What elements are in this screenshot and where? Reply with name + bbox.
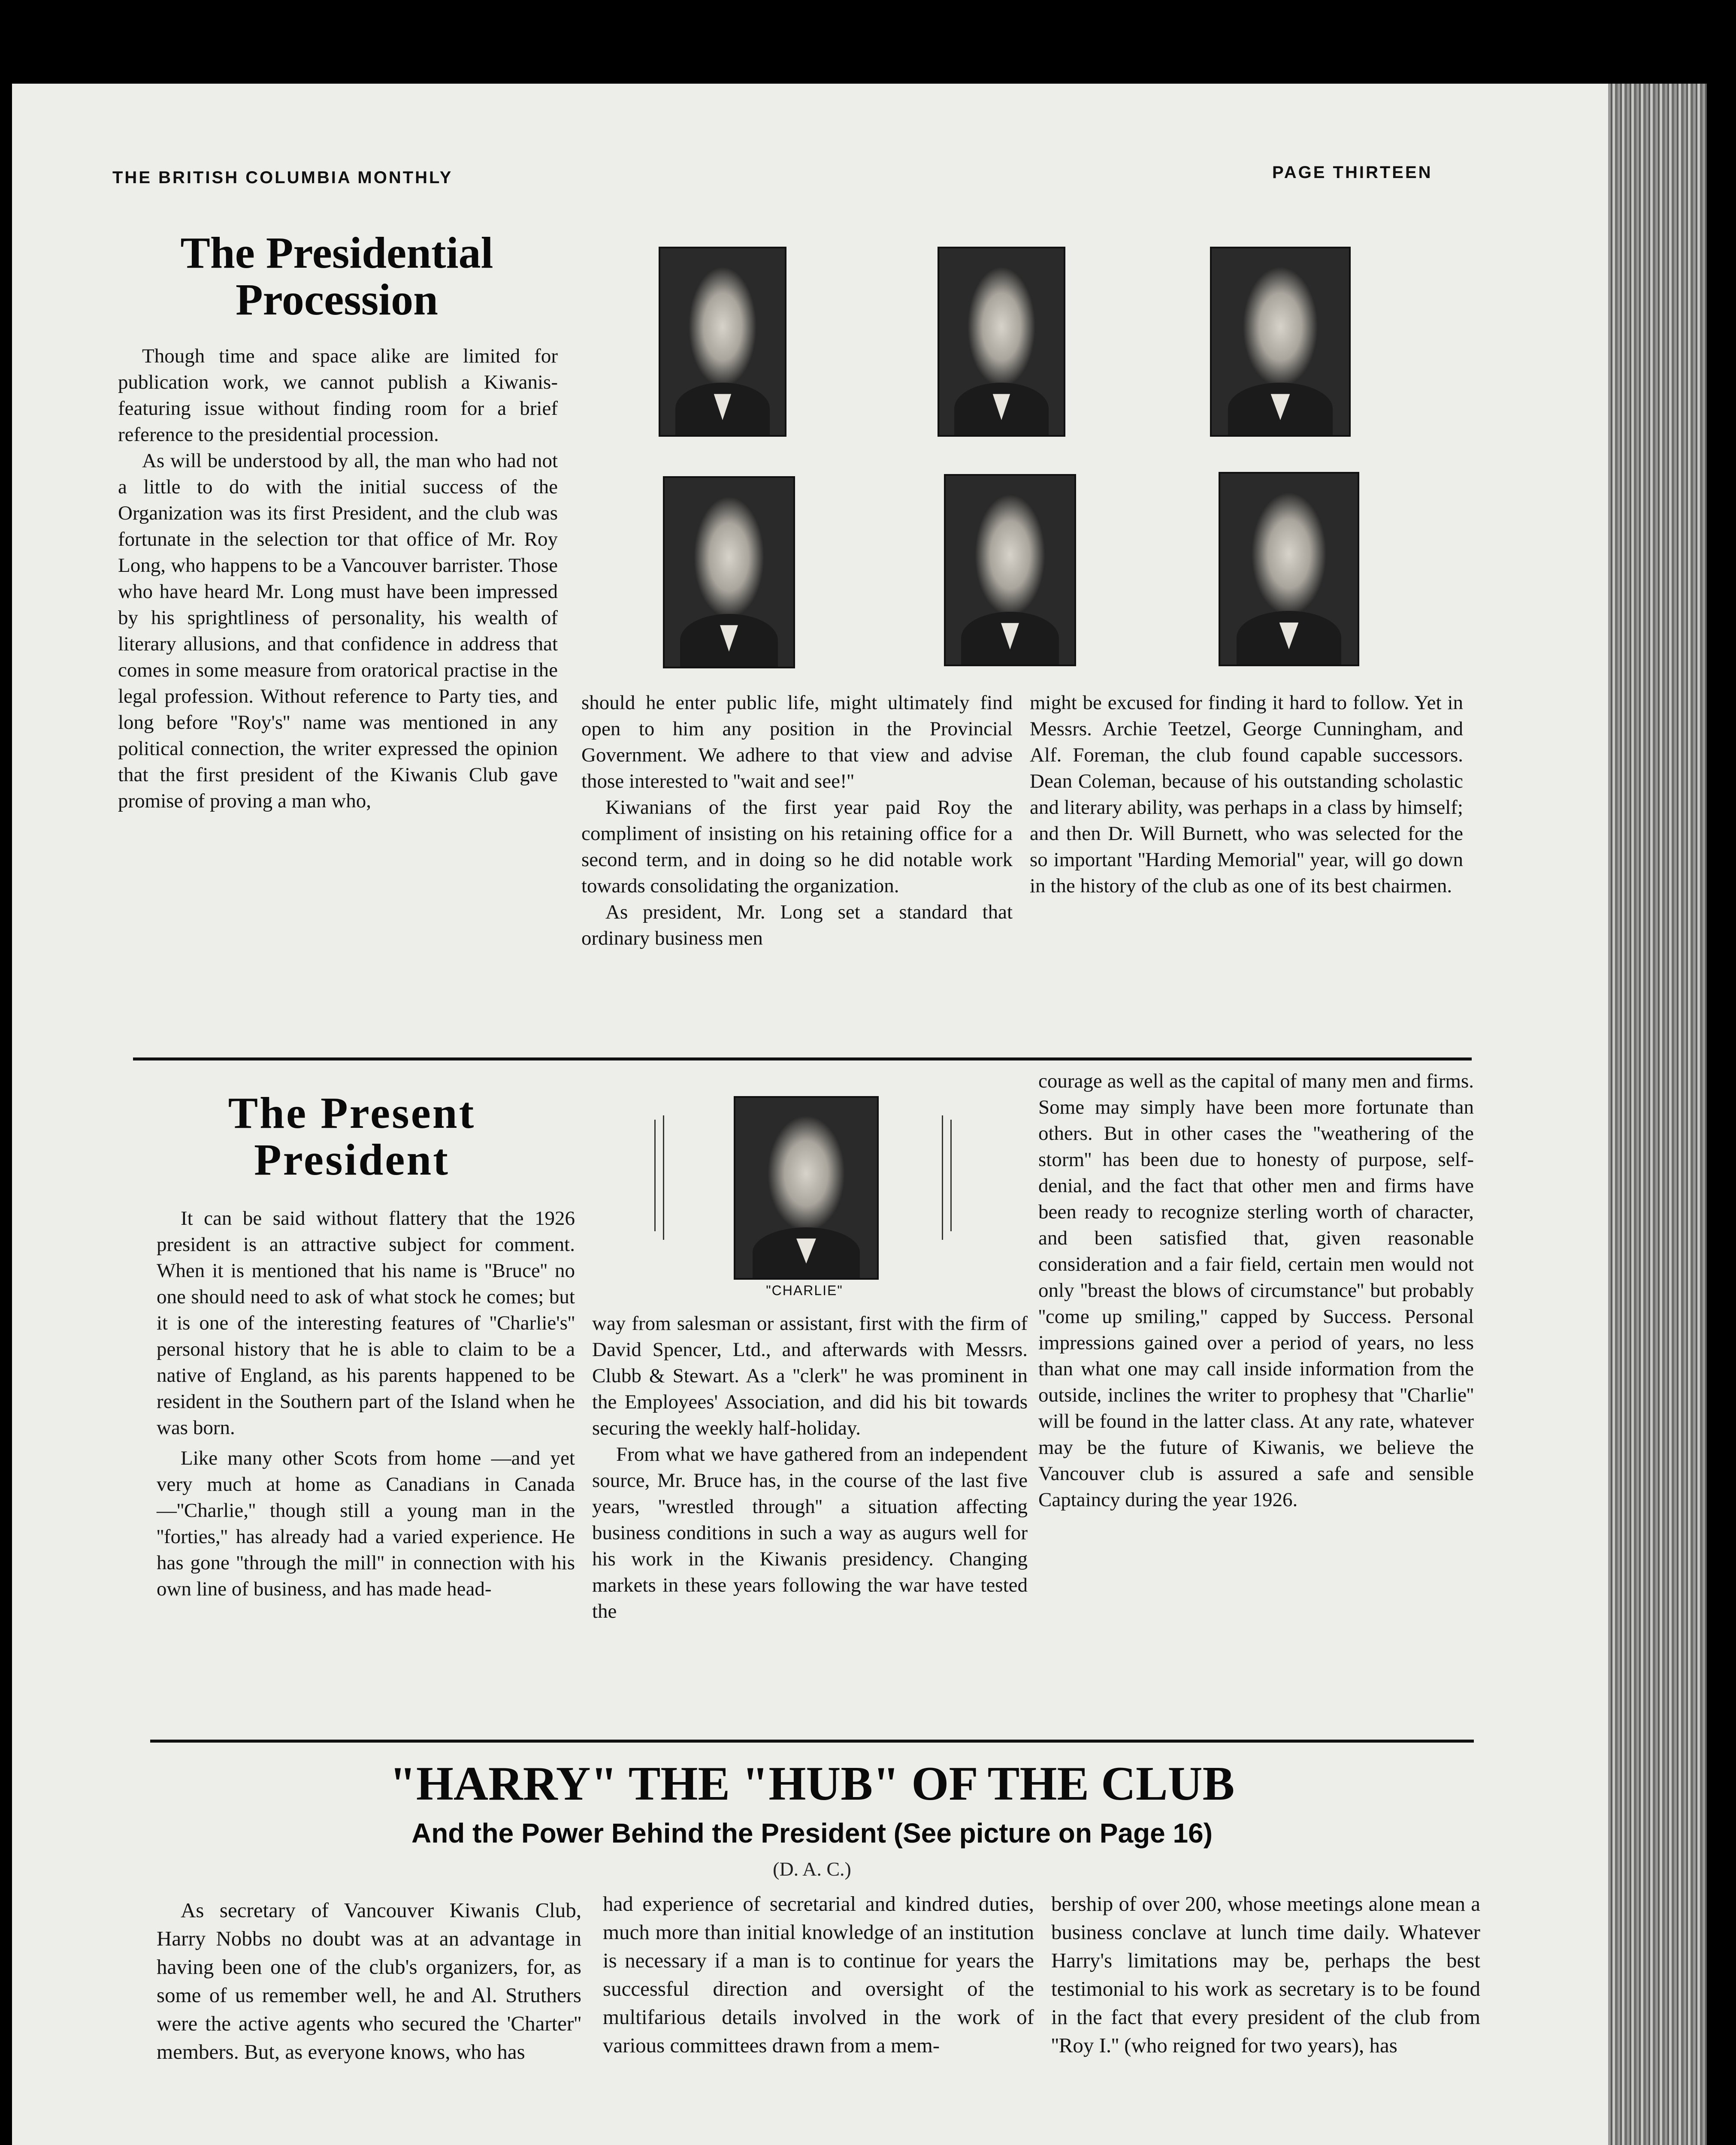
paragraph: courage as well as the capital of many men and firms. Some may simply have been more fortunate than others. But in other cases the ''weathering of the storm'' has been due to honesty of purpose, self-denial, and the fact that other men and firms have been ready to recognize sterling worth of character, and been satisfied that, given reasonable consideration and a fair field, certain men would not only ''breast the blows of circumstance'' but probably ''come up smiling,'' capped by Success. Personal impressions gained over a period of years, no less than what one may call inside information from the outside, inclines the writer to prophesy that ''Charlie'' will be found in the latter class. At any rate, whatever may be the future of Kiwanis, we believe the Vancouver club is assured a safe and sensible Captaincy during the year 1926. <box>1038 1070 1474 1511</box>
article-column-3 <box>1030 690 1463 899</box>
section-title-harry: "HARRY" THE "HUB" OF THE CLUB <box>389 1757 1235 1810</box>
book-spine <box>1608 84 1707 2145</box>
title-line: Procession <box>236 275 438 325</box>
article-column-2 <box>603 1890 1034 2060</box>
paragraph: It can be said without flattery that the 1926 president is an attractive subject for comment. When it is mentioned that his name is ''Bruce'' no one should need to ask of what stock he comes; but it is one of the interesting features of ''Charlie's'' personal history that he is able to claim to be a native of England, as his parents happened to be resident in the Southern part of the Island when he was born. <box>157 1207 575 1439</box>
decorative-rule <box>663 1115 664 1240</box>
paragraph: Like many other Scots from home —and yet very much at home as Canadians in Canada—''Charlie,'' though still a young man in the ''forties,'' has already had a varied experience. He has gone ''through the mill'' in connection with his own line of business, and has made head- <box>157 1447 575 1600</box>
paragraph: Kiwanians of the first year paid Roy the compliment of insisting on his retaining office for a second term, and in doing so he did notable work towards consolidating the organization. <box>581 796 1013 897</box>
paragraph: As president, Mr. Long set a standard that ordinary business men <box>581 901 1013 949</box>
portrait-photo <box>663 476 795 668</box>
paragraph: Though time and space alike are limited for publication work, we cannot publish a Kiwanis-featuring issue without finding room for a brief reference to the presidential procession. <box>118 345 558 446</box>
decorative-rule <box>942 1115 943 1240</box>
paragraph: should he enter public life, might ultimately find open to him any position in the Provincial Government. We adhere to that view and advise those interested to ''wait and see!'' <box>581 692 1013 792</box>
article-column-1 <box>157 1896 581 2066</box>
section-subtitle: And the Power Behind the President (See picture on Page 16) <box>411 1818 1213 1849</box>
photo-caption: "CHARLIE" <box>766 1283 843 1298</box>
portrait-photo <box>1219 472 1359 666</box>
paragraph: bership of over 200, whose meetings alone mean a business conclave at lunch time daily. Whatever Harry's limitations may be, perhaps the best testimonial to his work as secretary is to be found in the fact that every president of the club from ''Roy I.'' (who reigned for two years), has <box>1051 1892 1480 2057</box>
portrait-photo-charlie <box>734 1096 879 1280</box>
section-divider <box>133 1057 1472 1060</box>
paragraph: way from salesman or assistant, first with the firm of David Spencer, Ltd., and afterwards with Messrs. Clubb & Stewart. As a ''clerk'' he was prominent in the Employees' Association, and did his bit towards securing the weekly half-holiday. <box>592 1312 1028 1439</box>
article-column-2 <box>592 1311 1028 1625</box>
paragraph: might be excused for finding it hard to follow. Yet in Messrs. Archie Teetzel, George Cunningham, and Alf. Foreman, the club found capable successors. Dean Coleman, because of his outstanding scholastic and literary ability, was perhaps in a class by himself; and then Dr. Will Burnett, who was selected for the so important ''Harding Memorial'' year, will go down in the history of the club as one of its best chairmen. <box>1030 692 1463 897</box>
title-line: The Present <box>228 1088 476 1138</box>
title-line: The Presidential <box>180 228 493 278</box>
article-column-3 <box>1038 1068 1474 1513</box>
portrait-photo <box>944 474 1076 666</box>
section-title-present-president <box>180 1090 523 1183</box>
article-column-1 <box>118 343 558 814</box>
portrait-photo <box>1210 247 1351 437</box>
byline: (D. A. C.) <box>773 1858 851 1880</box>
article-column-2 <box>581 690 1013 952</box>
title-line: President <box>254 1135 450 1185</box>
section-title-presidential-procession <box>116 230 558 323</box>
paragraph: As will be understood by all, the man who had not a little to do with the initial success of the Organization was its first President, and the club was fortunate in the selection tor that office of Mr. Roy Long, who happens to be a Vancouver barrister. Those who have heard Mr. Long must have been impressed by his sprightliness of personality, his wealth of literary allusions, and that confidence in address that comes in some measure from oratorical practise in the legal profession. Without reference to Party ties, and long before ''Roy's'' name was mentioned in any political connection, the writer expressed the opinion that the first president of the Kiwanis Club gave promise of proving a man who, <box>118 450 558 812</box>
page-number: PAGE THIRTEEN <box>1272 163 1433 182</box>
decorative-rule <box>654 1120 656 1231</box>
portrait-photo <box>938 247 1065 437</box>
article-column-3 <box>1051 1890 1480 2060</box>
portrait-photo <box>659 247 786 437</box>
section-divider <box>150 1740 1474 1743</box>
paragraph: From what we have gathered from an independent source, Mr. Bruce has, in the course of the last five years, ''wrestled through'' a situation affecting business conditions in such a way as augurs well for his work in the Kiwanis presidency. Changing markets in these years following the war have tested the <box>592 1443 1028 1622</box>
article-column-1 <box>157 1205 575 1602</box>
decorative-rule <box>950 1120 952 1231</box>
magazine-title: THE BRITISH COLUMBIA MONTHLY <box>112 168 453 187</box>
paragraph: had experience of secretarial and kindred duties, much more than initial knowledge of an institution is necessary if a man is to continue for years the successful direction and oversight of the multifarious details involved in the work of various committees drawn from a mem- <box>603 1892 1034 2057</box>
paragraph: As secretary of Vancouver Kiwanis Club, Harry Nobbs no doubt was at an advantage in having been one of the club's organizers, for, as some of us remember well, he and Al. Struthers were the active agents who secured the 'Charter'' members. But, as everyone knows, who has <box>157 1898 581 2063</box>
